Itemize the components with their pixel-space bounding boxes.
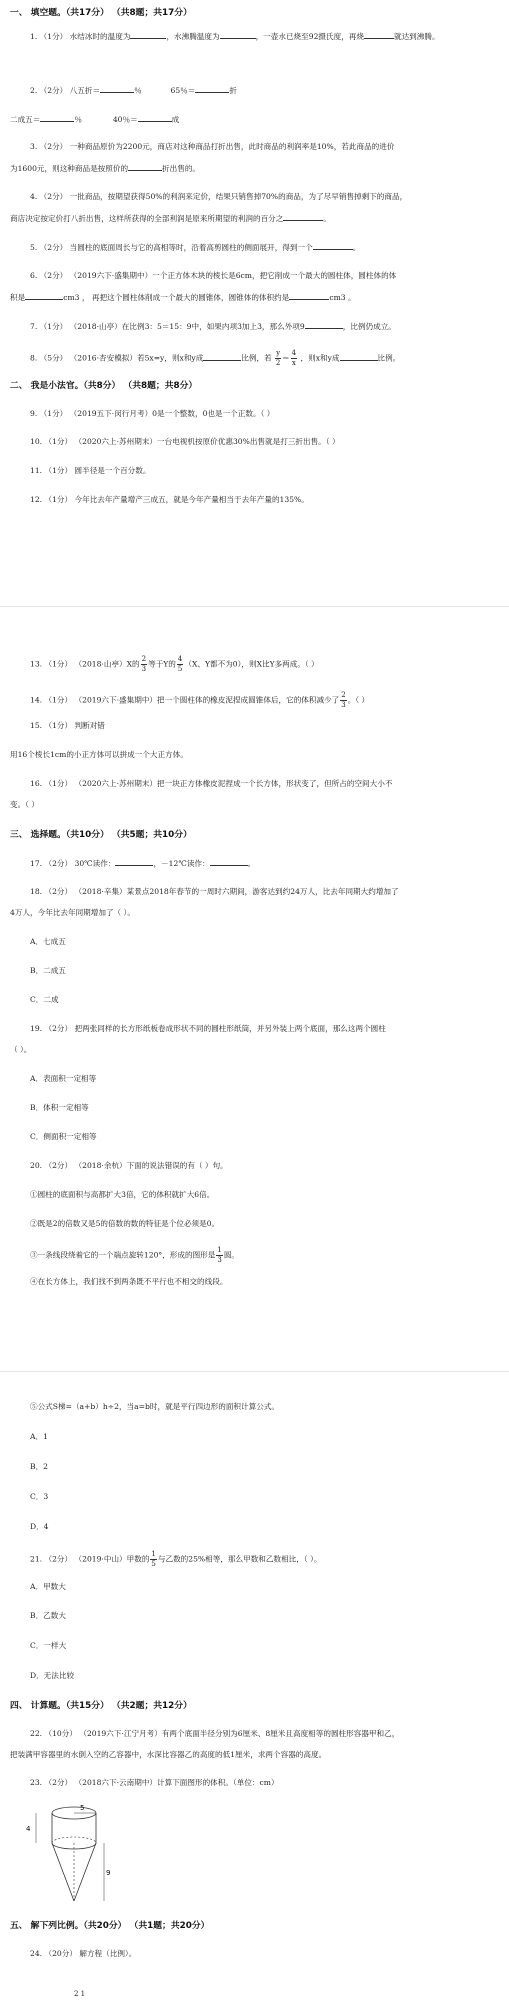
question-24: 24. （20分） 解方程（比例）。 <box>30 1949 137 1958</box>
question-3-line-1: 3. （2分） 一种商品原价为2200元，商店对这种商品打折出售，此时商品的利润率是10%，若此商品的进价 <box>30 142 395 151</box>
fraction: $\frac{4}{x}$ <box>291 349 297 367</box>
blank[interactable] <box>138 113 172 122</box>
option-b[interactable]: B．体积一定相等 <box>30 1103 89 1112</box>
fraction: $\frac{1}{3}$ <box>217 1246 222 1264</box>
option-b[interactable]: B．2 <box>30 1462 49 1471</box>
blank[interactable] <box>100 84 134 93</box>
blank[interactable] <box>25 291 63 300</box>
option-d[interactable]: D．无法比较 <box>30 1671 75 1680</box>
question-4-line-2: 商店决定按定价打八折出售，这样所获得的全部利润是原来所期望的利润的百分之 。 <box>10 214 331 223</box>
cylinder-height-label: 4 <box>26 1825 31 1833</box>
statement-5: ⑤公式S梯=（a+b）h÷2，当a=b时，就是平行四边形的面积计算公式。 <box>30 1402 279 1411</box>
blank[interactable] <box>340 352 378 361</box>
blank[interactable] <box>115 857 153 866</box>
fraction-hint: 2 1 <box>74 1990 86 1998</box>
blank[interactable] <box>289 291 329 300</box>
section-5-title: 五、 解下列比例。（共20分） （共1题；共20分） <box>10 1921 210 1931</box>
blank[interactable] <box>203 352 241 361</box>
question-19-line-1: 19. （2分） 把两张同样的长方形纸板卷成形状不同的圆柱形纸筒，并另外装上两个底面，那么这两个圆柱 <box>30 1024 386 1033</box>
question-13: 13. （1分） （2018·山亭）X的 $\frac{2}{3}$ 等于Y的 $\frac{4}{5}$ （X、Y都不为0），则X比Y多两成。（ ） <box>30 655 319 673</box>
question-19-line-2: （ ）。 <box>10 1045 32 1054</box>
question-5-line: 5. （2分） 当圆柱的底面周长与它的高相等时，沿着高剪圆柱的侧面展开，得到一个 。 <box>30 243 361 252</box>
statement-1: ①圆柱的底面积与高都扩大3倍，它的体积就扩大6倍。 <box>30 1190 215 1199</box>
question-18-line-2: 4万人，今年比去年同期增加了（ ）。 <box>10 908 135 917</box>
question-1-line-1: 1. （1分） 水结冰时的温度为 ，水沸腾温度为 ，一壶水已烧至92摄氏度，再烧 就达到沸腾。 <box>30 32 440 41</box>
question-12: 12. （1分） 今年比去年产量增产三成五，就是今年产量相当于去年产量的135%。 <box>30 495 309 504</box>
option-a[interactable]: A．1 <box>30 1432 48 1441</box>
cone-height-label: 9 <box>106 1869 111 1877</box>
option-c[interactable]: C．3 <box>30 1492 49 1501</box>
blank[interactable] <box>195 84 229 93</box>
question-6-line-2: 积是 cm3 ， 再把这个圆柱体削成一个最大的圆锥体，圆锥体的体积约是 cm3 。 <box>10 293 356 302</box>
question-3-line-2: 为1600元，则这种商品是按照价的 折出售的。 <box>10 164 201 173</box>
blank[interactable] <box>128 162 162 171</box>
section-2-title: 二、 我是小法官。（共8分） （共8题；共8分） <box>10 381 198 391</box>
page-1 <box>0 0 509 606</box>
radius-label: 5 <box>80 1804 85 1812</box>
option-a[interactable]: A．七成五 <box>30 937 66 946</box>
page-2 <box>0 636 509 1371</box>
question-22-line-2: 把装满甲容器里的水倒入空的乙容器中，水深比容器乙的高度的低1厘米，求两个容器的高度。 <box>10 1750 327 1759</box>
blank[interactable] <box>40 113 74 122</box>
page-divider <box>0 1371 509 1372</box>
question-18-line-1: 18. （2分） （2018·辛集）某景点2018年春节的一周时六期间，游客达到约24万人，比去年同期大约增加了 <box>30 887 399 896</box>
option-c[interactable]: C．二成 <box>30 995 59 1004</box>
question-4-line-1: 4. （2分） 一批商品，按期望获得50%的利润来定价，结果只销售掉70%的商品，为了尽早销售掉剩下的商品， <box>30 192 408 201</box>
question-14: 14. （1分） （2019六下·盛集期中）把一个圆柱体的橡皮泥捏成圆锥体后，它的体积减少了 $\frac{2}{3}$ 。（ ） <box>30 691 370 709</box>
fraction: $\frac{2}{3}$ <box>341 691 346 709</box>
blank[interactable] <box>305 320 343 329</box>
cylinder-cone-figure <box>24 1801 114 1911</box>
option-b[interactable]: B．二成五 <box>30 966 66 975</box>
statement-3: ③一条线段绕着它的一个端点旋转120°，形成的图形是 $\frac{1}{3}$ 圆。 <box>30 1246 240 1264</box>
question-8-line: 8. （5分） （2016·杏安模拟）若5x=y，则x和y成 比例，若 $\frac{y}{2}$ ＝ $\frac{4}{x}$ ，则x和y成 比例。 <box>30 349 401 367</box>
question-2-line-2: 二成五＝ ％ 40％＝ 成 <box>10 115 180 124</box>
section-3-title: 三、 选择题。（共10分） （共5题；共10分） <box>10 830 192 840</box>
fraction: $\frac{1}{5}$ <box>151 1550 156 1568</box>
question-6-line-1: 6. （2分） （2019六下·盛集期中）一个正方体木块的棱长是6cm，把它削成一个最大的圆柱体，圆柱体的体 <box>30 271 397 280</box>
option-c[interactable]: C．侧面积一定相等 <box>30 1132 97 1141</box>
question-15-line-1: 15. （1分） 判断对错 <box>30 721 105 730</box>
question-16-line-2: 变。（ ） <box>10 800 39 809</box>
section-1-title: 一、 填空题。（共17分） （共8题；共17分） <box>10 8 192 18</box>
option-c[interactable]: C．一样大 <box>30 1641 67 1650</box>
fraction: $\frac{4}{5}$ <box>177 655 183 673</box>
question-9: 9. （1分） （2019五下·闵行月考）0是一个整数，0也是一个正数。（ ） <box>30 409 275 418</box>
question-22-line-1: 22. （10分） （2019六下·江宁月考）有两个底面半径分别为6厘米、8厘米且高度相等的圆柱形容器甲和乙， <box>30 1729 400 1738</box>
option-b[interactable]: B．乙数大 <box>30 1611 66 1620</box>
blank[interactable] <box>364 30 394 39</box>
question-16-line-1: 16. （1分） （2020六上·苏州期末）把一块正方体橡皮泥捏成一个长方体，形状变了，但所占的空间大小不 <box>30 779 393 788</box>
question-23: 23. （2分） （2018六下·云南期中）计算下面图形的体积。（单位：cm） <box>30 1778 279 1787</box>
question-21: 21. （2分） （2019·中山）甲数的 $\frac{1}{5}$ 与乙数的25%相等，那么甲数和乙数相比，（ ）。 <box>30 1550 322 1568</box>
fraction: $\frac{2}{3}$ <box>141 655 147 673</box>
question-17: 17. （2分） 30℃读作： ，－12℃读作： 。 <box>30 859 256 868</box>
question-20: 20. （2分） （2018·余杭）下面的说法错误的有（ ）句。 <box>30 1161 228 1170</box>
blank[interactable] <box>313 241 353 250</box>
statement-4: ④在长方体上，我们找不到两条既不平行也不相交的线段。 <box>30 1277 228 1286</box>
blank[interactable] <box>210 857 248 866</box>
blank[interactable] <box>130 30 166 39</box>
question-2-line-1: 2. （2分） 八五折＝ ％ 65％＝ 折 <box>30 86 237 95</box>
page-divider <box>0 606 509 607</box>
option-a[interactable]: A．表面积一定相等 <box>30 1074 97 1083</box>
section-4-title: 四、 计算题。（共15分） （共2题；共12分） <box>10 1701 192 1711</box>
statement-2: ②既是2的倍数又是5的倍数的数的特征是个位必须是0。 <box>30 1219 220 1228</box>
page-3 <box>0 1391 509 2011</box>
blank[interactable] <box>283 212 323 221</box>
question-7-line: 7. （1分） （2018·山亭）在比例3：5＝15：9中，如果内项3加上3，那么外项9 ，比例仍成立。 <box>30 322 396 331</box>
option-d[interactable]: D．4 <box>30 1522 49 1531</box>
blank[interactable] <box>220 30 256 39</box>
question-15-line-2: 用16个棱长1cm的小正方体可以拼成一个大正方体。 <box>10 750 188 759</box>
option-a[interactable]: A．甲数大 <box>30 1582 66 1591</box>
question-11: 11. （1分） 圆半径是一个百分数。 <box>30 466 151 475</box>
fraction: $\frac{y}{2}$ <box>275 349 281 367</box>
question-10: 10. （1分） （2020六上·苏州期末）一台电视机按原价优惠30%出售就是打三折出售。（ ） <box>30 437 340 446</box>
